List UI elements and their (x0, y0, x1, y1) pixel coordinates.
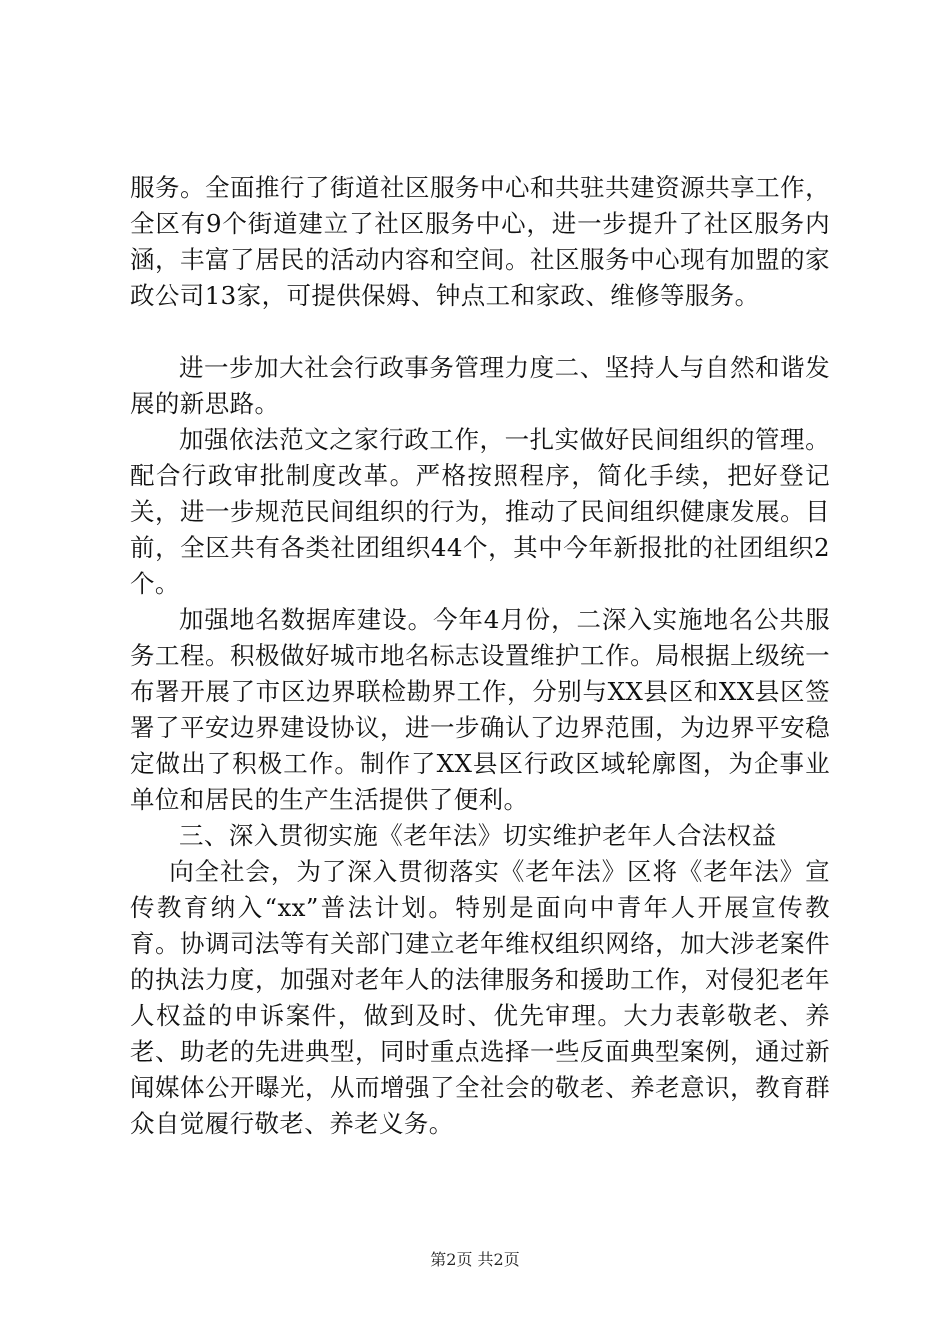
paragraph-civil-organizations: 加强依法范文之家行政工作，一扎实做好民间组织的管理。配合行政审批制度改革。严格按照程序，简化手续，把好登记关，进一步规范民间组织的行为，推动了民间组织健康发展。目前，全区共有各类社团组织44个，其中今年新报批的社团组织2个。 (130, 425, 830, 598)
paragraph-administration-intro: 进一步加大社会行政事务管理力度二、坚持人与自然和谐发展的新思路。 (130, 353, 830, 418)
paragraph-elderly-rights: 向全社会，为了深入贯彻落实《老年法》区将《老年法》宣传教育纳入“xx”普法计划。特别是面向中青年人开展宣传教育。协调司法等有关部门建立老年维权组织网络，加大涉老案件的执法力度，加强对老年人的法律服务和援助工作，对侵犯老年人权益的申诉案件，做到及时、优先审理。大力表彰敬老、养老、助老的先进典型，同时重点选择一些反面典型案例，通过新闻媒体公开曝光，从而增强了全社会的敬老、养老意识，教育群众自觉履行敬老、养老义务。 (130, 857, 830, 1138)
paragraph-place-names: 加强地名数据库建设。今年4月份，二深入实施地名公共服务工程。积极做好城市地名标志设置维护工作。局根据上级统一布署开展了市区边界联检勘界工作，分别与XX县区和XX县区签署了平安边界建设协议，进一步确认了边界范围，为边界平安稳定做出了积极工作。制作了XX县区行政区域轮廓图，为企事业单位和居民的生产生活提供了便利。 (130, 605, 830, 814)
section-heading-elderly-law: 三、深入贯彻实施《老年法》切实维护老年人合法权益 (179, 821, 777, 850)
document-body (130, 170, 830, 1142)
paragraph-community-services: 服务。全面推行了街道社区服务中心和共驻共建资源共享工作，全区有9个街道建立了社区服务中心，进一步提升了社区服务内涵，丰富了居民的活动内容和空间。社区服务中心现有加盟的家政公司13家，可提供保姆、钟点工和家政、维修等服务。 (130, 173, 830, 310)
page-number-footer: 第2页 共2页 (430, 1250, 520, 1269)
